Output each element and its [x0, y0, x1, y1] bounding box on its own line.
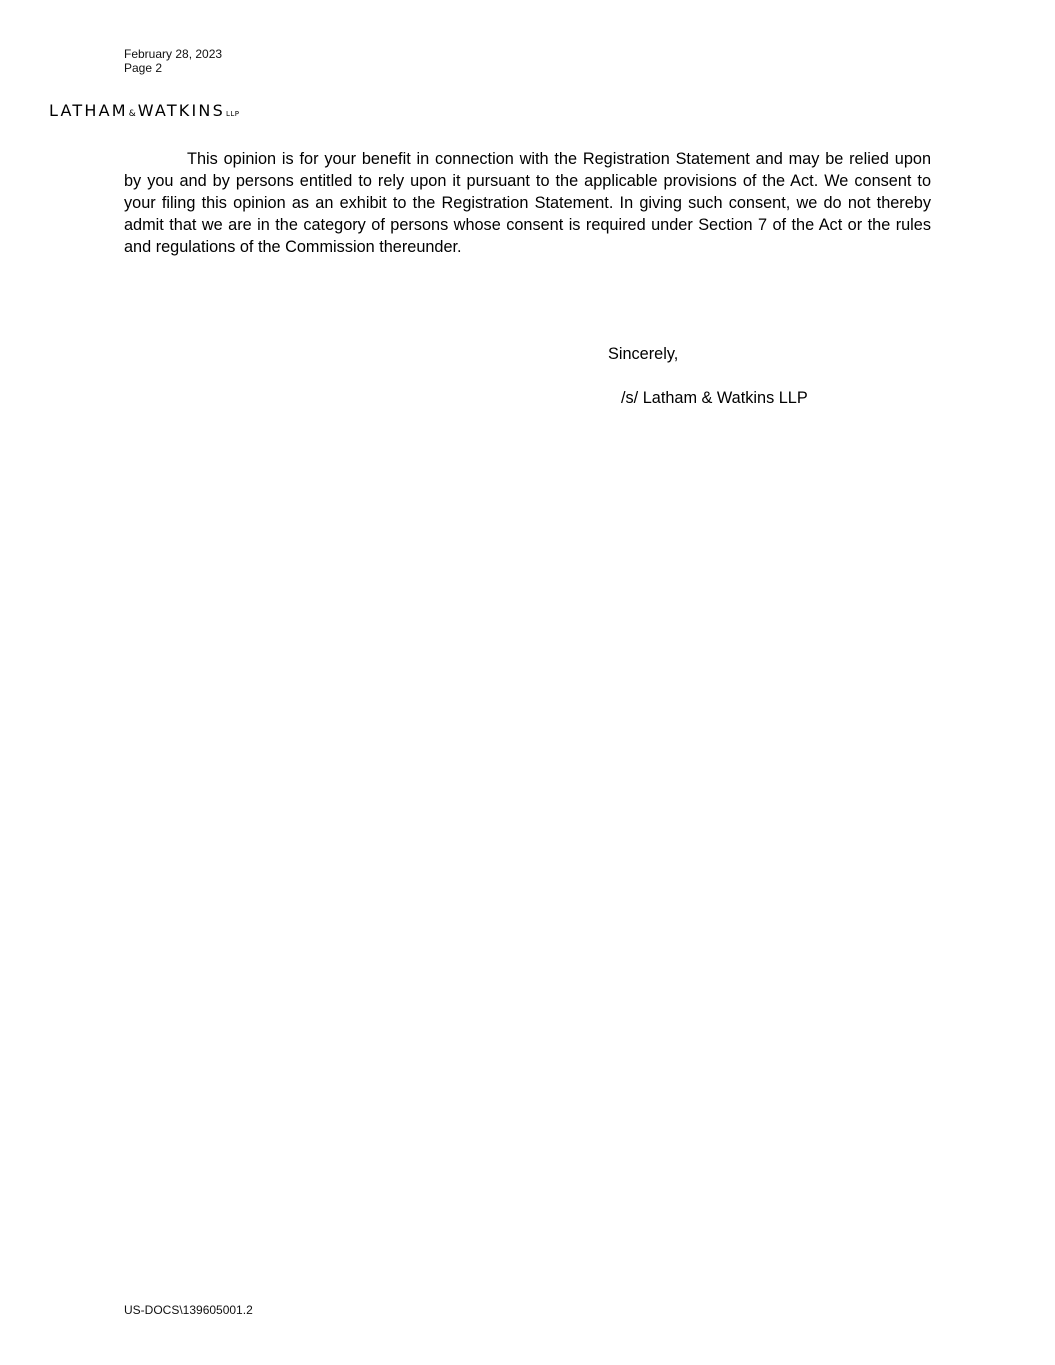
opinion-paragraph: This opinion is for your benefit in connection with the Registration Statement and may be relied upon by you and by persons entitled to rely upon it pursuant to the applicable provisions of the Act. We consent to your filing this opinion as an exhibit to the Registration Statement. In giving such consent, we do not thereby admit that we are in the category of persons whose consent is required under Section 7 of the Act or the rules and regulations of the Commission thereunder. — [124, 150, 931, 256]
logo-suffix: LLP — [225, 110, 240, 118]
document-id: US-DOCS\139605001.2 — [124, 1303, 253, 1317]
page-number: Page 2 — [124, 61, 163, 75]
logo-ampersand: & — [128, 109, 136, 119]
letter-date: February 28, 2023 — [124, 47, 223, 61]
logo-name-watkins: WATKINS — [137, 101, 225, 120]
firm-logo — [49, 101, 239, 121]
logo-name-latham: LATHAM — [49, 101, 128, 120]
signature-line: /s/ Latham & Watkins LLP — [621, 389, 808, 407]
closing-salutation: Sincerely, — [608, 345, 679, 363]
